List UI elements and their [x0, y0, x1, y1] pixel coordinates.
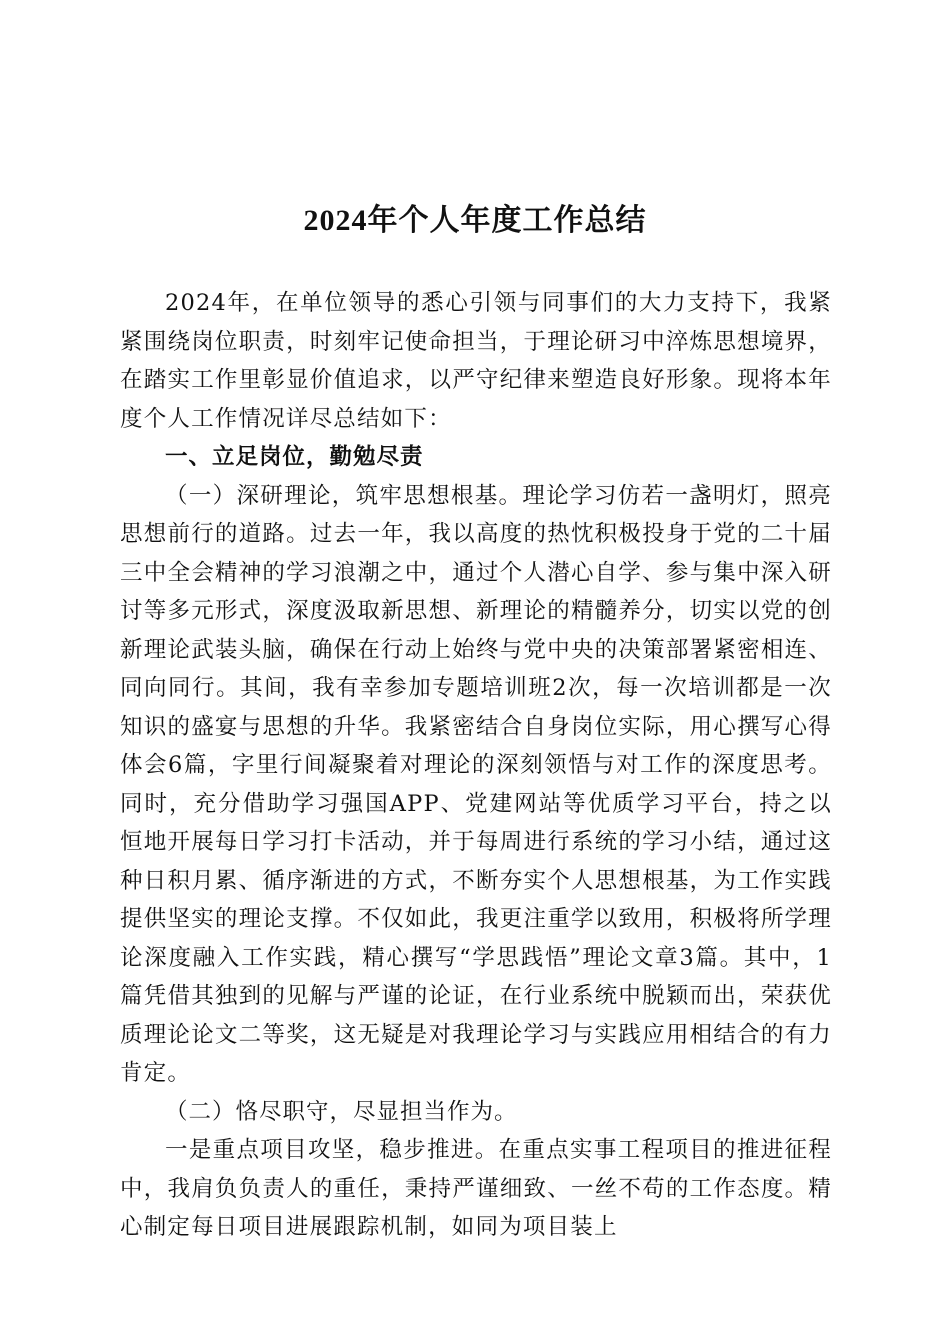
- section-heading-1: 一、立足岗位，勤勉尽责: [165, 444, 424, 470]
- subsection-heading-2: （二）恪尽职守，尽显担当作为。: [165, 1098, 518, 1125]
- project-paragraph: 一是重点项目攻坚，稳步推进。在重点实事工程项目的推进征程中，我肩负负责人的重任，秉持严谨细致、一丝不苟的工作态度。精心制定每日项目进展跟踪机制，如同为项目装上: [120, 1137, 832, 1240]
- document-title: 2024年个人年度工作总结: [303, 204, 647, 237]
- subsection-paragraph-1: （一）深研理论，筑牢思想根基。理论学习仿若一盏明灯，照亮思想前行的道路。过去一年，我以高度的热忱积极投身于党的二十届三中全会精神的学习浪潮之中，通过个人潜心自学、参与集中深入研讨等多元形式，深度汲取新思想、新理论的精髓养分，切实以党的创新理论武装头脑，确保在行动上始终与党中央的决策部署紧密相连、同向同行。其间，我有幸参加专题培训班2次，每一次培训都是一次知识的盛宴与思想的升华。我紧密结合自身岗位实际，用心撰写心得体会6篇，字里行间凝聚着对理论的深刻领悟与对工作的深度思考。同时，充分借助学习强国APP、党建网站等优质学习平台，持之以恒地开展每日学习打卡活动，并于每周进行系统的学习小结，通过这种日积月累、循序渐进的方式，不断夯实个人思想根基，为工作实践提供坚实的理论支撑。不仅如此，我更注重学以致用，积极将所学理论深度融入工作实践，精心撰写“学思践悟”理论文章3篇。其中，1篇凭借其独到的见解与严谨的论证，在行业系统中脱颖而出，荣获优质理论论文二等奖，这无疑是对我理论学习与实践应用相结合的有力肯定。: [120, 482, 832, 1086]
- intro-paragraph: 2024年，在单位领导的悉心引领与同事们的大力支持下，我紧紧围绕岗位职责，时刻牢记使命担当，于理论研习中淬炼思想境界，在踏实工作里彰显价值追求，以严守纪律来塑造良好形象。现将本年度个人工作情况详尽总结如下：: [120, 290, 832, 432]
- document-body: [120, 284, 832, 1247]
